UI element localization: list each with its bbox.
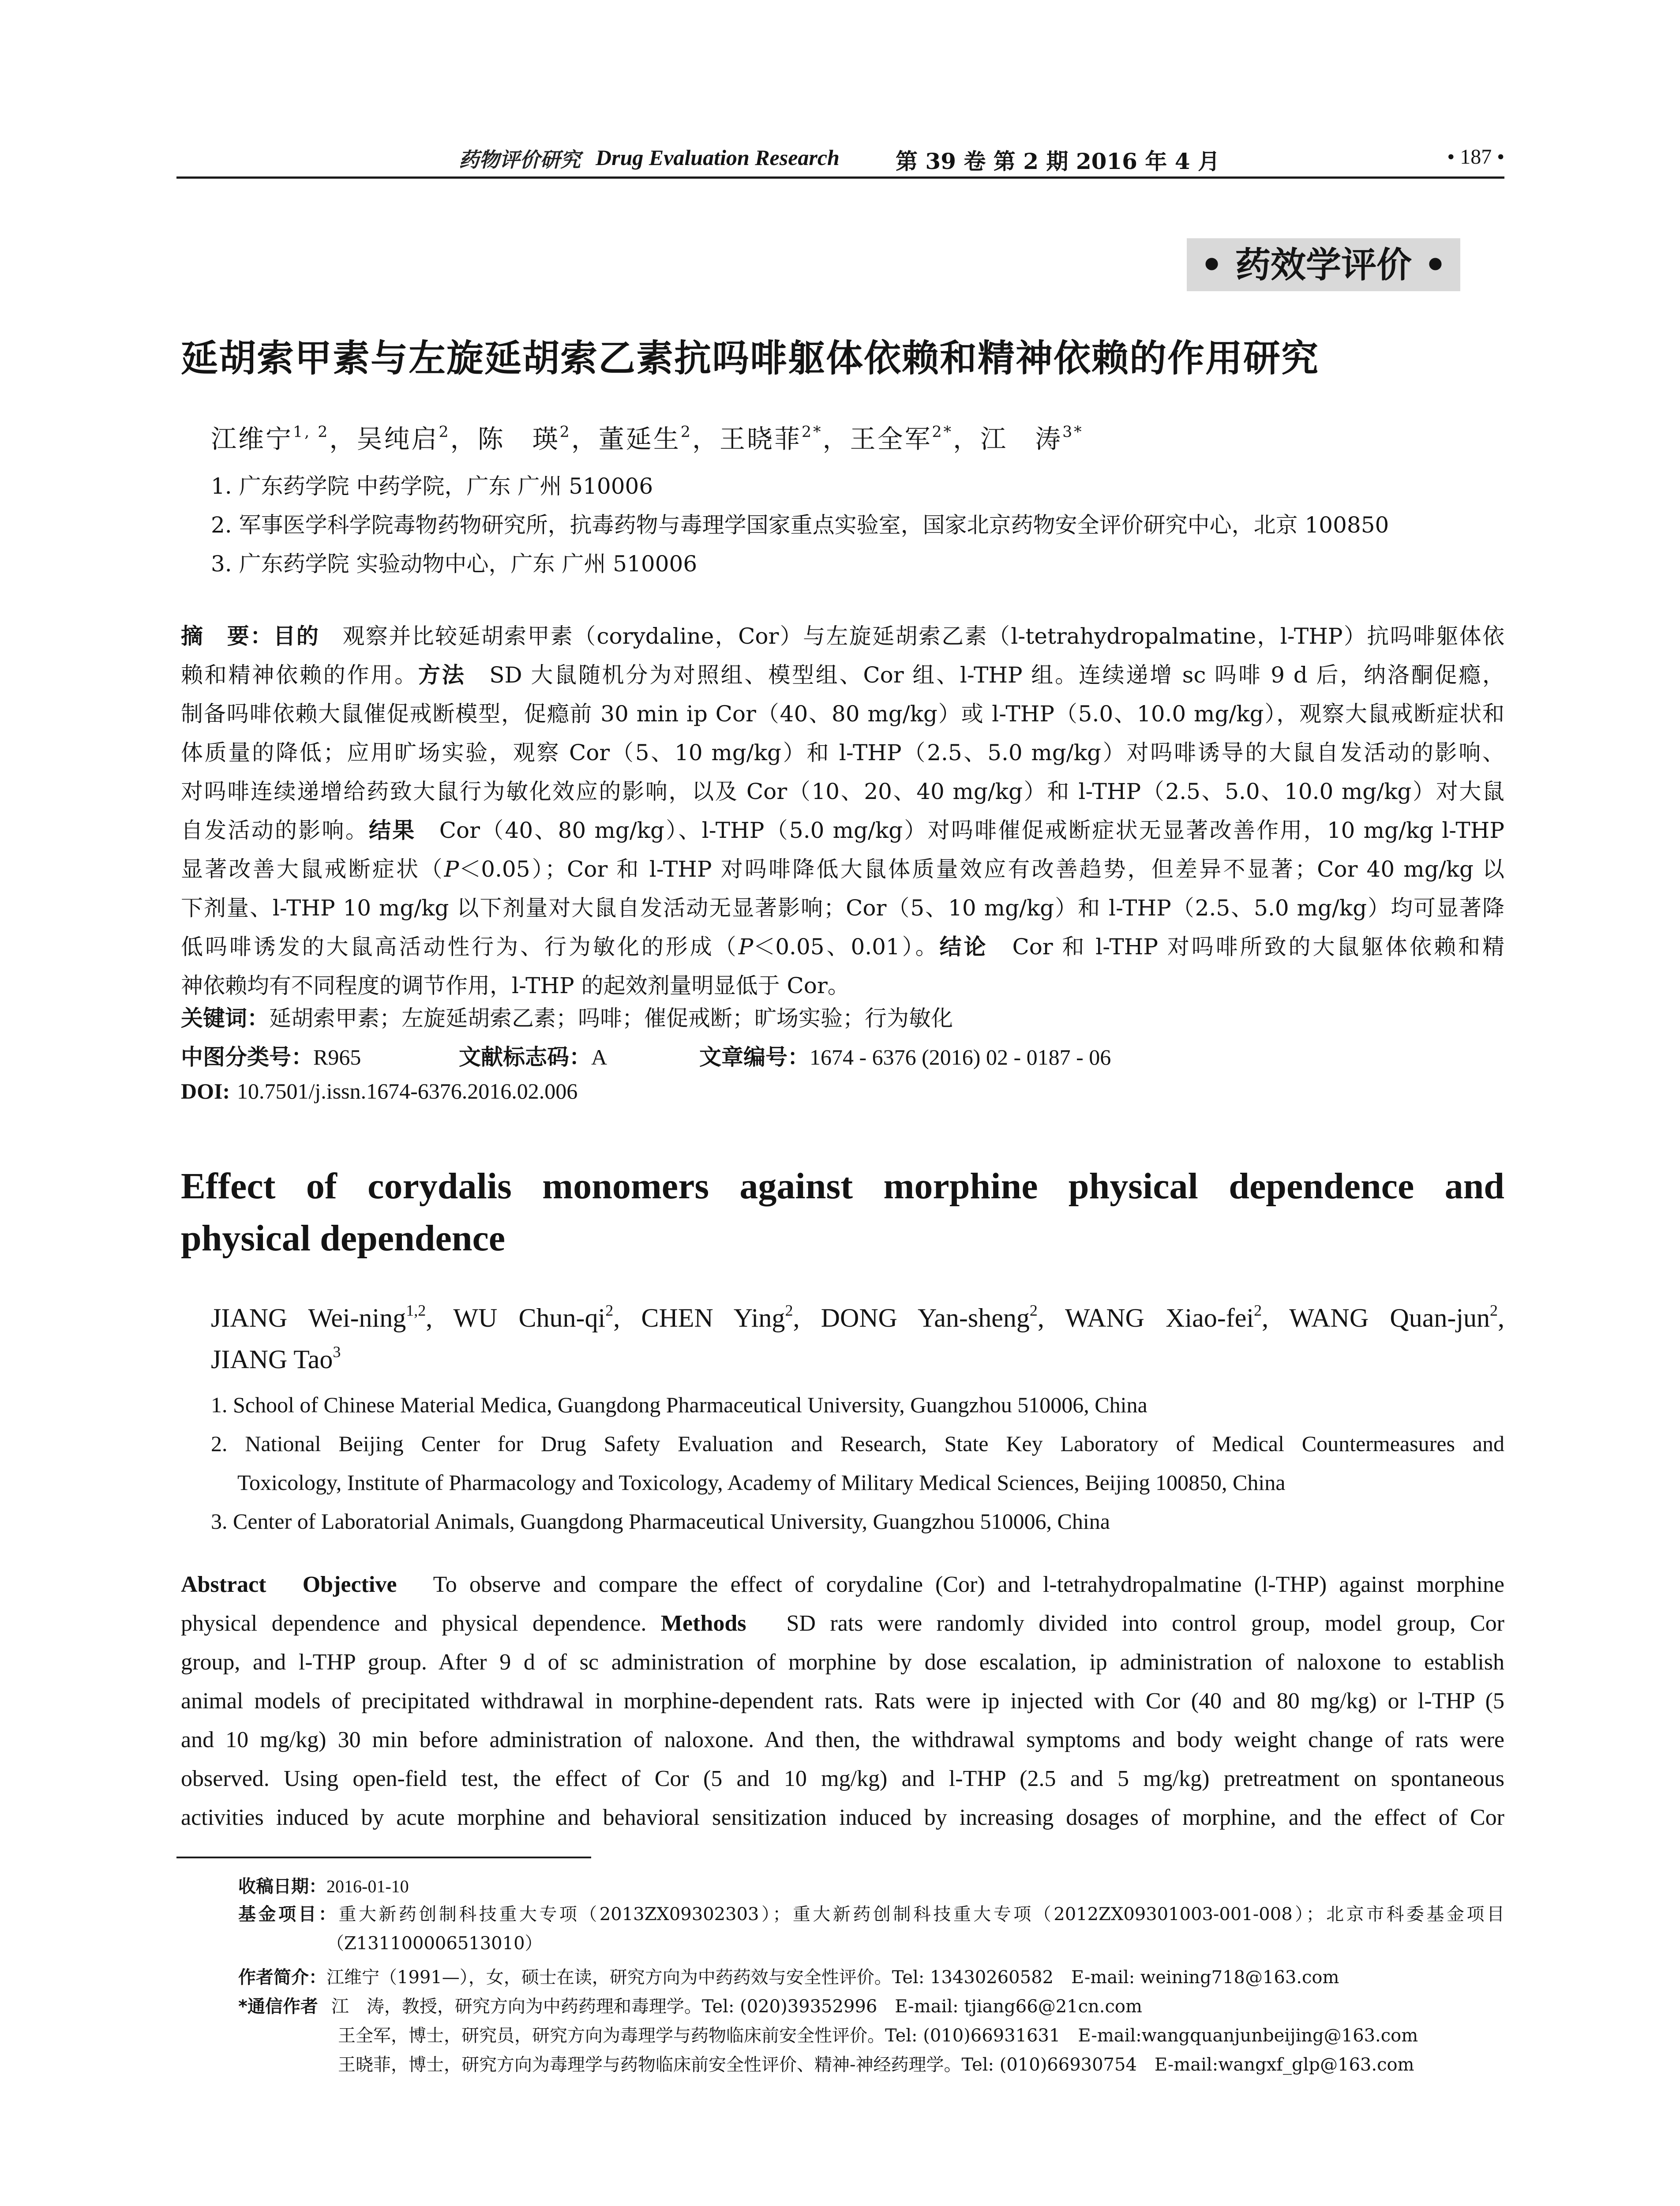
cn-doc-code [459,1039,607,1071]
section-heading: Methods [660,1611,746,1636]
section-heading: Abstract Objective [181,1572,397,1597]
abstract-line [181,1604,1504,1643]
en-affiliation-2-cont: Toxicology, Institute of Pharmacology and Toxicology, Academy of Military Medical Sciences, Beijing 100850, China [237,1470,1286,1495]
en-affiliations [211,1385,1504,1541]
abstract-line [181,733,1504,772]
article-no-label: 文章编号： [699,1044,810,1070]
fund-line-1: 重大新药创制科技重大专项（2013ZX09302303）；重大新药创制科技重大专项（2012ZX09301003-001-008）；北京市科委基金项目 [338,1904,1505,1925]
affiliation-marker: 2 [785,1301,793,1319]
journal-logo: 药物评价研究 [459,148,581,172]
cn-affiliation-1: 1. 广东药学院 中药学院，广东 广州 510006 [211,473,653,499]
abstract-line [181,966,1504,1005]
doi-label: DOI: [181,1079,230,1103]
affiliation-marker: 2 [559,423,571,441]
abstract-text: 神依赖均有不同程度的调节作用，l-THP 的起效剂量明显低于 Cor。 [181,973,850,998]
abstract-line [181,850,1504,889]
abstract-text: ＜0.05）；Cor 和 l-THP 对吗啡降低大鼠体质量效应有改善趋势，但差异不显著；Cor 40 mg/kg 以 [459,856,1504,882]
abstract-text: 观察并比较延胡索甲素（corydaline，Cor）与左旋延胡索乙素（l-tetrahydropalmatine，l-THP）抗吗啡躯体依 [319,623,1504,649]
cn-author: 董延生$^2$ [598,423,692,454]
doi-value: 10.7501/j.issn.1674-6376.2016.02.006 [237,1079,578,1103]
affiliation-marker: 2* [801,423,823,441]
received-value: 2016-01-10 [326,1876,409,1896]
cn-article-number [699,1039,1111,1071]
doi-line [181,1078,578,1104]
cn-author: 王晓菲$^{2*}$ [719,423,823,454]
en-authors-line-1: JIANG Wei-ning$^{1,2}$, WU Chun-$qi^2$, CHEN Ying$^2$, DONG Yan-sheng$^2$, WANG Xiao-fei$^2$, WANG Quan-jun$^2$, [211,1301,1504,1332]
corr-line-1: 江 涛，教授，研究方向为中药药理和毒理学。Tel: (020)39352996 E-mail: tjiang66@21cn.com [331,1996,1142,2017]
cn-author: 江维宁$^{1, 2}$ [211,423,330,454]
section-heading: 方法 [418,662,466,688]
fund-label: 基金项目： [238,1904,339,1925]
abstract-line [181,617,1504,656]
footnote-divider [176,1857,591,1858]
abstract-text: 下剂量、l-THP 10 mg/kg 以下剂量对大鼠自发活动无显著影响；Cor（5、10 mg/kg）和 l-THP（2.5、5.0 mg/kg）均可显著降 [181,895,1504,921]
en-author: WU Chun-$qi^2$ [453,1301,614,1332]
cn-authors: 江维宁$^{1, 2}$，吴纯启$^2$，陈 瑛$^2$，董延生$^2$，王晓菲$^{2*}$，王全军$^{2*}$，江 涛$^{3*}$ [211,423,1084,454]
cn-author: 吴纯启$^2$ [356,423,450,454]
header-divider [176,176,1504,179]
abstract-text: 显著改善大鼠戒断症状（ [181,856,444,882]
abstract-line [181,656,1504,694]
cn-affiliation-2: 2. 军事医学科学院毒物药物研究所，抗毒药物与毒理学国家重点实验室，国家北京药物安全评价研究中心，北京 100850 [211,512,1389,538]
journal-name: Drug Evaluation Research [596,145,840,170]
fn-bio [238,1963,1339,1988]
abstract-line [181,927,1504,966]
cn-keywords [181,1001,953,1032]
affiliation-marker: 2* [932,423,953,441]
abstract-text: 对吗啡连续递增给药致大鼠行为敏化效应的影响，以及 Cor（10、20、40 mg/kg）和 l-THP（2.5、5.0、10.0 mg/kg）对大鼠 [181,779,1504,804]
abstract-text: activities induced by acute morphine and behavioral sensitization induced by increasing dosages of morphine, and the effect of Cor [181,1805,1504,1830]
abstract-line [181,694,1504,733]
en-affiliation-3: 3. Center of Laboratorial Animals, Guangdong Pharmaceutical University, Guangzhou 510006, China [211,1509,1110,1534]
en-authors [211,1297,1504,1380]
keywords-label: 关键词： [181,1005,269,1031]
abstract-text: 体质量的降低；应用旷场实验，观察 Cor（5、10 mg/kg）和 l-THP（2.5、5.0 mg/kg）对吗啡诱导的大鼠自发活动的影响、 [181,740,1504,765]
abstract-line [181,811,1504,850]
abstract-label: 摘 要： [181,623,274,649]
affiliation-marker: 2 [680,423,692,441]
abstract-text: SD 大鼠随机分为对照组、模型组、Cor 组、l-THP 组。连续递增 sc 吗啡 9 d 后，纳洛酮促瘾， [465,662,1504,688]
affiliation-marker: 1,2 [406,1301,426,1319]
received-label: 收稿日期： [238,1876,326,1897]
cn-classification [181,1039,361,1071]
en-author: CHEN Ying$^2$ [641,1301,793,1332]
article-no-value: 1674 - 6376 (2016) 02 - 0187 - 06 [810,1045,1111,1069]
clc-value: R965 [313,1045,361,1069]
section-badge: • 药效学评价 • [1187,238,1460,291]
abstract-text: SD rats were randomly divided into control group, model group, Cor [746,1611,1504,1636]
en-author: WANG Quan-jun$^2$ [1289,1301,1498,1332]
abstract-text: ＜0.05、0.01）。 [753,934,940,960]
abstract-line [181,1565,1504,1604]
affiliation-marker: 3 [333,1343,341,1361]
affiliation-marker: 2 [605,1301,614,1319]
abstract-line [181,1760,1504,1798]
en-title-line-1: Effect of corydalis monomers against morphine physical dependence and [181,1166,1504,1207]
abstract-text: 制备吗啡依赖大鼠催促戒断模型，促瘾前 30 min ip Cor（40、80 mg/kg）或 l-THP（5.0、10.0 mg/kg），观察大鼠戒断症状和 [181,701,1504,727]
section-heading: 目的 [273,623,320,649]
cn-author: 王全军$^{2*}$ [850,423,953,454]
en-affiliation-2: 2. National Beijing Center for Drug Safety Evaluation and Research, State Key Laboratory of Medical Countermeasures and [211,1431,1504,1456]
bio-label: 作者简介： [238,1967,326,1988]
affiliation-marker: 2 [1490,1301,1498,1319]
section-heading: 结果 [369,818,416,843]
abstract-line [181,1798,1504,1837]
doc-code-value: A [591,1045,608,1069]
fn-corresponding [238,1992,1142,2018]
italic-symbol: P [738,934,754,960]
en-title [181,1160,1504,1264]
fn-corr-line-3: 王晓菲，博士，研究方向为毒理学与药物临床前安全性评价、精神-神经药理学。Tel: (010)66930754 E-mail:wangxf_glp@163.com [338,2055,1414,2075]
abstract-text: 自发活动的影响。 [181,818,369,843]
cn-abstract [181,617,1504,1005]
fund-line-2: （Z131100006513010） [326,1933,543,1954]
page-number: • 187 • [1447,145,1504,169]
abstract-text: observed. Using open-field test, the effect of Cor (5 and 10 mg/kg) and l-THP (2.5 and 5 mg/kg) pretreatment on spontaneous [181,1766,1504,1791]
abstract-text: group, and l-THP group. After 9 d of sc administration of morphine by dose escalation, ip administration of naloxone to establish [181,1650,1504,1675]
en-author: JIANG Wei-ning$^{1,2}$ [211,1301,426,1332]
cn-author: 陈 瑛$^2$ [477,423,571,454]
clc-label: 中图分类号： [181,1044,313,1070]
affiliation-marker: 1, 2 [293,423,330,441]
affiliation-marker: 2 [439,423,450,441]
fn-received [238,1872,409,1898]
corr-label: *通信作者 [238,1996,318,2017]
keywords-value: 延胡索甲素；左旋延胡索乙素；吗啡；催促戒断；旷场实验；行为敏化 [269,1005,953,1031]
fn-fund [238,1900,1504,1958]
en-title-line-2: physical dependence [181,1218,506,1259]
cn-author: 江 涛$^{3*}$ [980,423,1084,454]
abstract-text: To observe and compare the effect of corydaline (Cor) and l-tetrahydropalmatine (l-THP) against morphine [397,1572,1504,1597]
abstract-text: Cor 和 l-THP 对吗啡所致的大鼠躯体依赖和精 [988,934,1504,960]
affiliation-marker: 2 [1254,1301,1262,1319]
abstract-line [181,1643,1504,1682]
abstract-text: and 10 mg/kg) 30 min before administration of naloxone. And then, the withdrawal symptoms and body weight change of rats were [181,1727,1504,1752]
en-author: JIANG Tao$^3$ [211,1343,341,1374]
abstract-text: physical dependence and physical dependence. [181,1611,661,1636]
abstract-line [181,1721,1504,1760]
en-authors-line-2 [211,1339,1504,1380]
italic-symbol: P [444,856,459,882]
abstract-line [181,889,1504,927]
en-affiliation-1: 1. School of Chinese Material Medica, Guangdong Pharmaceutical University, Guangzhou 510006, China [211,1392,1148,1417]
en-abstract [181,1565,1504,1837]
abstract-text: 赖和精神依赖的作用。 [181,662,418,688]
bio-value: 江维宁（1991—），女，硕士在读，研究方向为中药药效与安全性评价。Tel: 13430260582 E-mail: weining718@163.com [326,1967,1339,1988]
section-heading: 结论 [939,934,988,960]
en-author: WANG Xiao-fei$^2$ [1065,1301,1262,1332]
cn-title: 延胡索甲素与左旋延胡索乙素抗吗啡躯体依赖和精神依赖的作用研究 [181,337,1320,380]
abstract-line [181,772,1504,811]
cn-affiliation-3: 3. 广东药学院 实验动物中心，广东 广州 510006 [211,551,698,577]
abstract-text: 低吗啡诱发的大鼠高活动性行为、行为敏化的形成（ [181,934,739,960]
affiliation-marker: 3* [1062,423,1084,441]
abstract-text: Cor（40、80 mg/kg）、l-THP（5.0 mg/kg）对吗啡催促戒断症状无显著改善作用，10 mg/kg l-THP [416,818,1504,843]
issue-info: 第 39 卷 第 2 期 2016 年 4 月 [896,148,1220,174]
affiliation-marker: 2 [1029,1301,1038,1319]
fn-corr-line-2: 王全军，博士，研究员，研究方向为毒理学与药物临床前安全性评价。Tel: (010)66931631 E-mail:wangquanjunbeijing@163.com [338,2026,1418,2046]
abstract-text: animal models of precipitated withdrawal in morphine-dependent rats. Rats were ip injected with Cor (40 and 80 mg/kg) or l-THP (5 [181,1688,1504,1714]
doc-code-label: 文献标志码： [459,1044,591,1070]
running-header [176,140,1504,176]
en-author: DONG Yan-sheng$^2$ [821,1301,1038,1332]
abstract-line [181,1682,1504,1721]
